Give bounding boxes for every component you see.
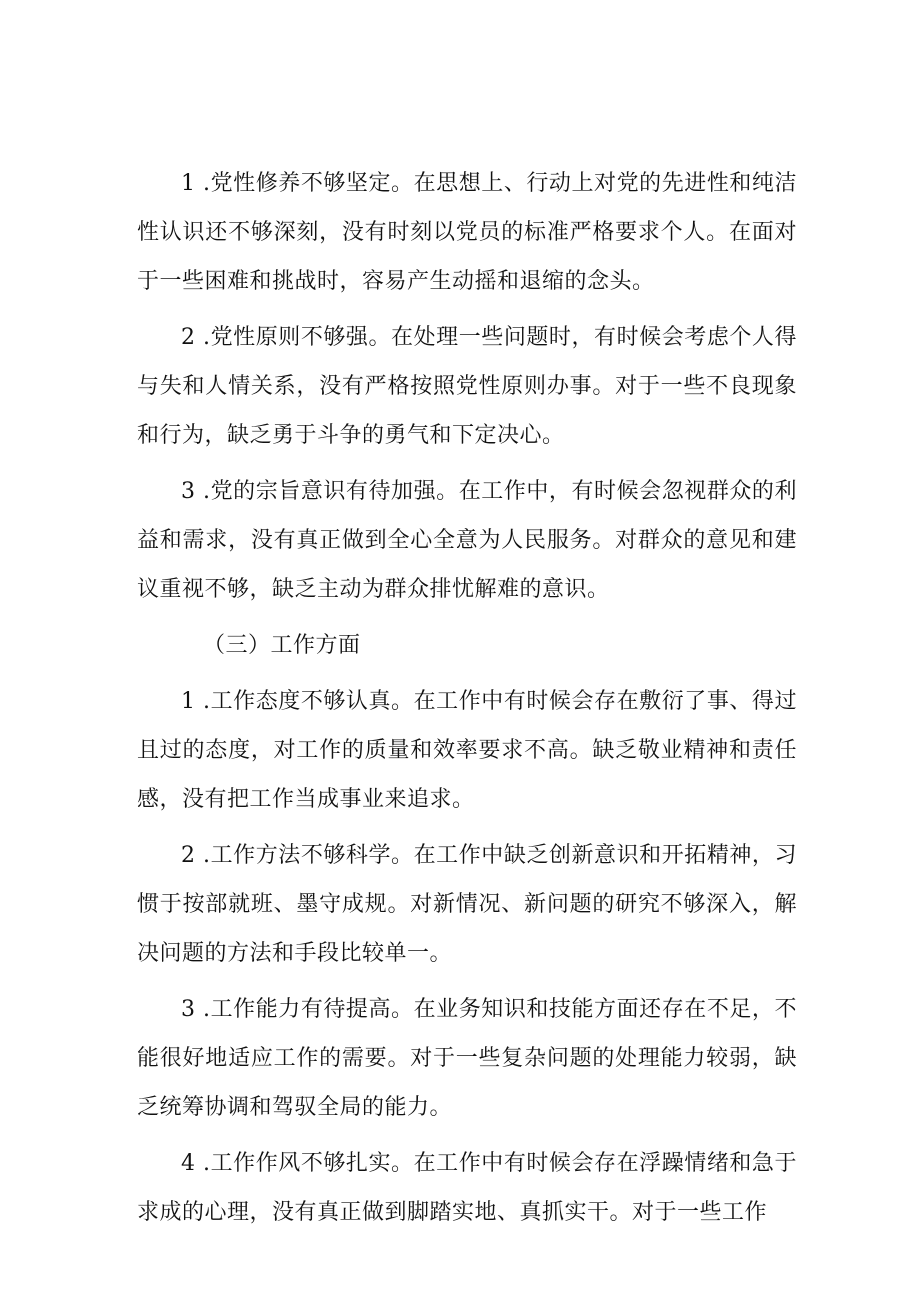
paragraph-work-3: 3 .工作能力有待提高。在业务知识和技能方面还存在不足，不能很好地适应工作的需要。对于一些复杂问题的处理能力较弱，缺乏统筹协调和驾驭全局的能力。 [137,997,797,1120]
paragraph-work-2: 2 .工作方法不够科学。在工作中缺乏创新意识和开拓精神，习惯于按部就班、墨守成规。对新情况、新问题的研究不够深入，解决问题的方法和手段比较单一。 [137,843,797,966]
paragraph-party-spirit-3: 3 .党的宗旨意识有待加强。在工作中，有时候会忽视群众的利益和需求，没有真正做到全心全意为人民服务。对群众的意见和建议重视不够，缺乏主动为群众排忧解难的意识。 [137,479,797,602]
paragraph-work-1: 1 .工作态度不够认真。在工作中有时候会存在敷衍了事、得过且过的态度，对工作的质量和效率要求不高。缺乏敬业精神和责任感，没有把工作当成事业来追求。 [137,689,797,812]
paragraph-work-4: 4 .工作作风不够扎实。在工作中有时候会存在浮躁情绪和急于求成的心理，没有真正做到脚踏实地、真抓实干。对于一些工作 [137,1151,797,1225]
paragraph-party-spirit-1: 1 .党性修养不够坚定。在思想上、行动上对党的先进性和纯洁性认识还不够深刻，没有时刻以党员的标准严格要求个人。在面对于一些困难和挑战时，容易产生动摇和退缩的念头。 [137,171,797,294]
section-heading: （三）工作方面 [203,633,361,658]
document-body [137,159,797,1237]
paragraph-party-spirit-2: 2 .党性原则不够强。在处理一些问题时，有时候会考虑个人得与失和人情关系，没有严格按照党性原则办事。对于一些不良现象和行为，缺乏勇于斗争的勇气和下定决心。 [137,325,797,448]
